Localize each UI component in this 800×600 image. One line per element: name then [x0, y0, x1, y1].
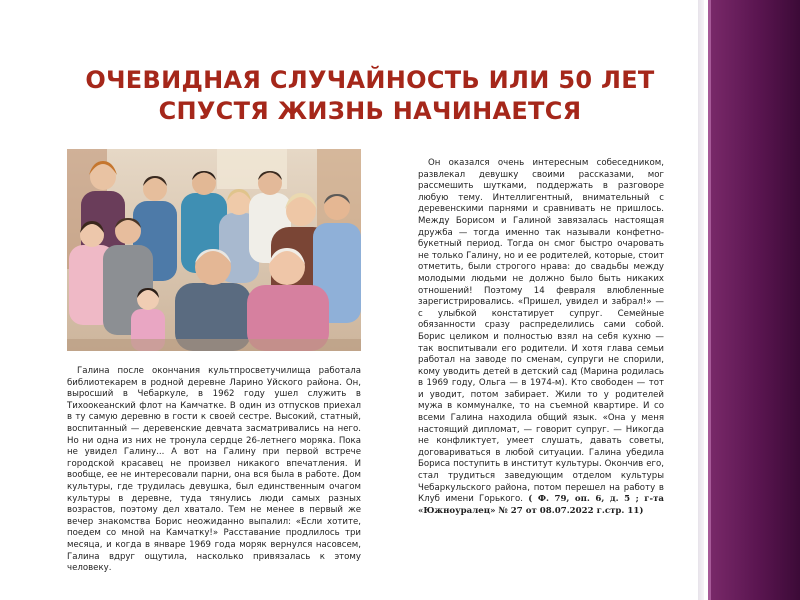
- decorative-stripe: [698, 0, 704, 600]
- family-photo: [67, 149, 361, 351]
- article-text-right: [418, 158, 664, 517]
- title-line-1: ОЧЕВИДНАЯ СЛУЧАЙНОСТЬ ИЛИ 50 ЛЕТ: [85, 66, 655, 94]
- article-title: [70, 65, 670, 127]
- archive-reference: ( Ф. 79, оп. 6, д. 5 ; г-та «Южноуралец» № 27 от 08.07.2022 г.стр. 11): [418, 494, 664, 516]
- article-text-left: [67, 366, 361, 575]
- title-line-2: СПУСТЯ ЖИЗНЬ НАЧИНАЕТСЯ: [158, 97, 582, 125]
- article-text-right-body: Он оказался очень интересным собеседником, развлекал девушку своими рассказами, мог рассмешить шутками, поддержать в разговоре любую тему. Интеллигентный, внимательный с деревенскими парнями и сравнивать не пришлось. Между Борисом и Галиной завязалась настоящая дружба — тогда именно так называли конфетно-букетный период. Тогда он смог быстро очаровать не только Галину, но и ее родителей, которые, стоит отметить, были строгого нрава: до свадьбы между молодыми людьми не должно было быть никаких отношений! Поэтому 14 февраля влюбленные зарегистрировались. «Пришел, увидел и забрал!» — с улыбкой констатирует супруг. Семейные обязанности сразу распределились сами собой. Борис целиком и полностью взял на себя кухню — так воспитывали его родители. И хотя глава семьи работал на заводе по сменам, супруги не спорили, кому уводить детей в детский сад (Марина родилась в 1969 году, Ольга — в 1974-м). Кто свободен — тот и уводит, потом забирает. Жили то у родителей мужа в коммуналке, то на съемной квартире. И со всеми Галина находила общий язык. «Она у меня настоящий дипломат, — говорит супруг. — Никогда не конфликтует, умеет слушать, давать советы, договариваться в любой ситуации. Галина убедила Бориса поступить в институт культуры. Окончив его, стал трудиться заведующим отделом культуры Чебаркульского района, потом перешел на работу в Клуб имени Горького.: [418, 158, 664, 505]
- decorative-side-band: [708, 0, 800, 600]
- side-band-edge: [708, 0, 711, 600]
- article-text-left-body: Галина после окончания культпросветучилища работала библиотекарем в родной деревне Ларино Уйского района. Он, выросший в Чебаркуле, в 1962 году ушел служить в Тихоокеанский флот на Камчатке. В один из отпусков приехал в ту самую деревню в гости к своей сестре. Высокий, статный, воспитанный — деревенские девчата засматривались на него. Но ни одна из них не тронула сердце 26-летнего моряка. Пока не увидел Галину... А вот на Галину при первой встрече городской красавец не произвел никакого впечатления. И вообще, ее не интересовали парни, она вся была в работе. Дом культуры, где трудилась девушка, был единственным очагом культуры в деревне, туда тянулись люди самых разных возрастов, поэтому дел хватало. Тем не менее в первый же вечер знакомства Борис неожиданно выпалил: «Если хотите, поедем со мной на Камчатку!» Расставание продлилось три месяца, и когда в январе 1969 года моряк вернулся насовсем, Галина вдруг ощутила, насколько привязалась к этому человеку.: [67, 366, 361, 574]
